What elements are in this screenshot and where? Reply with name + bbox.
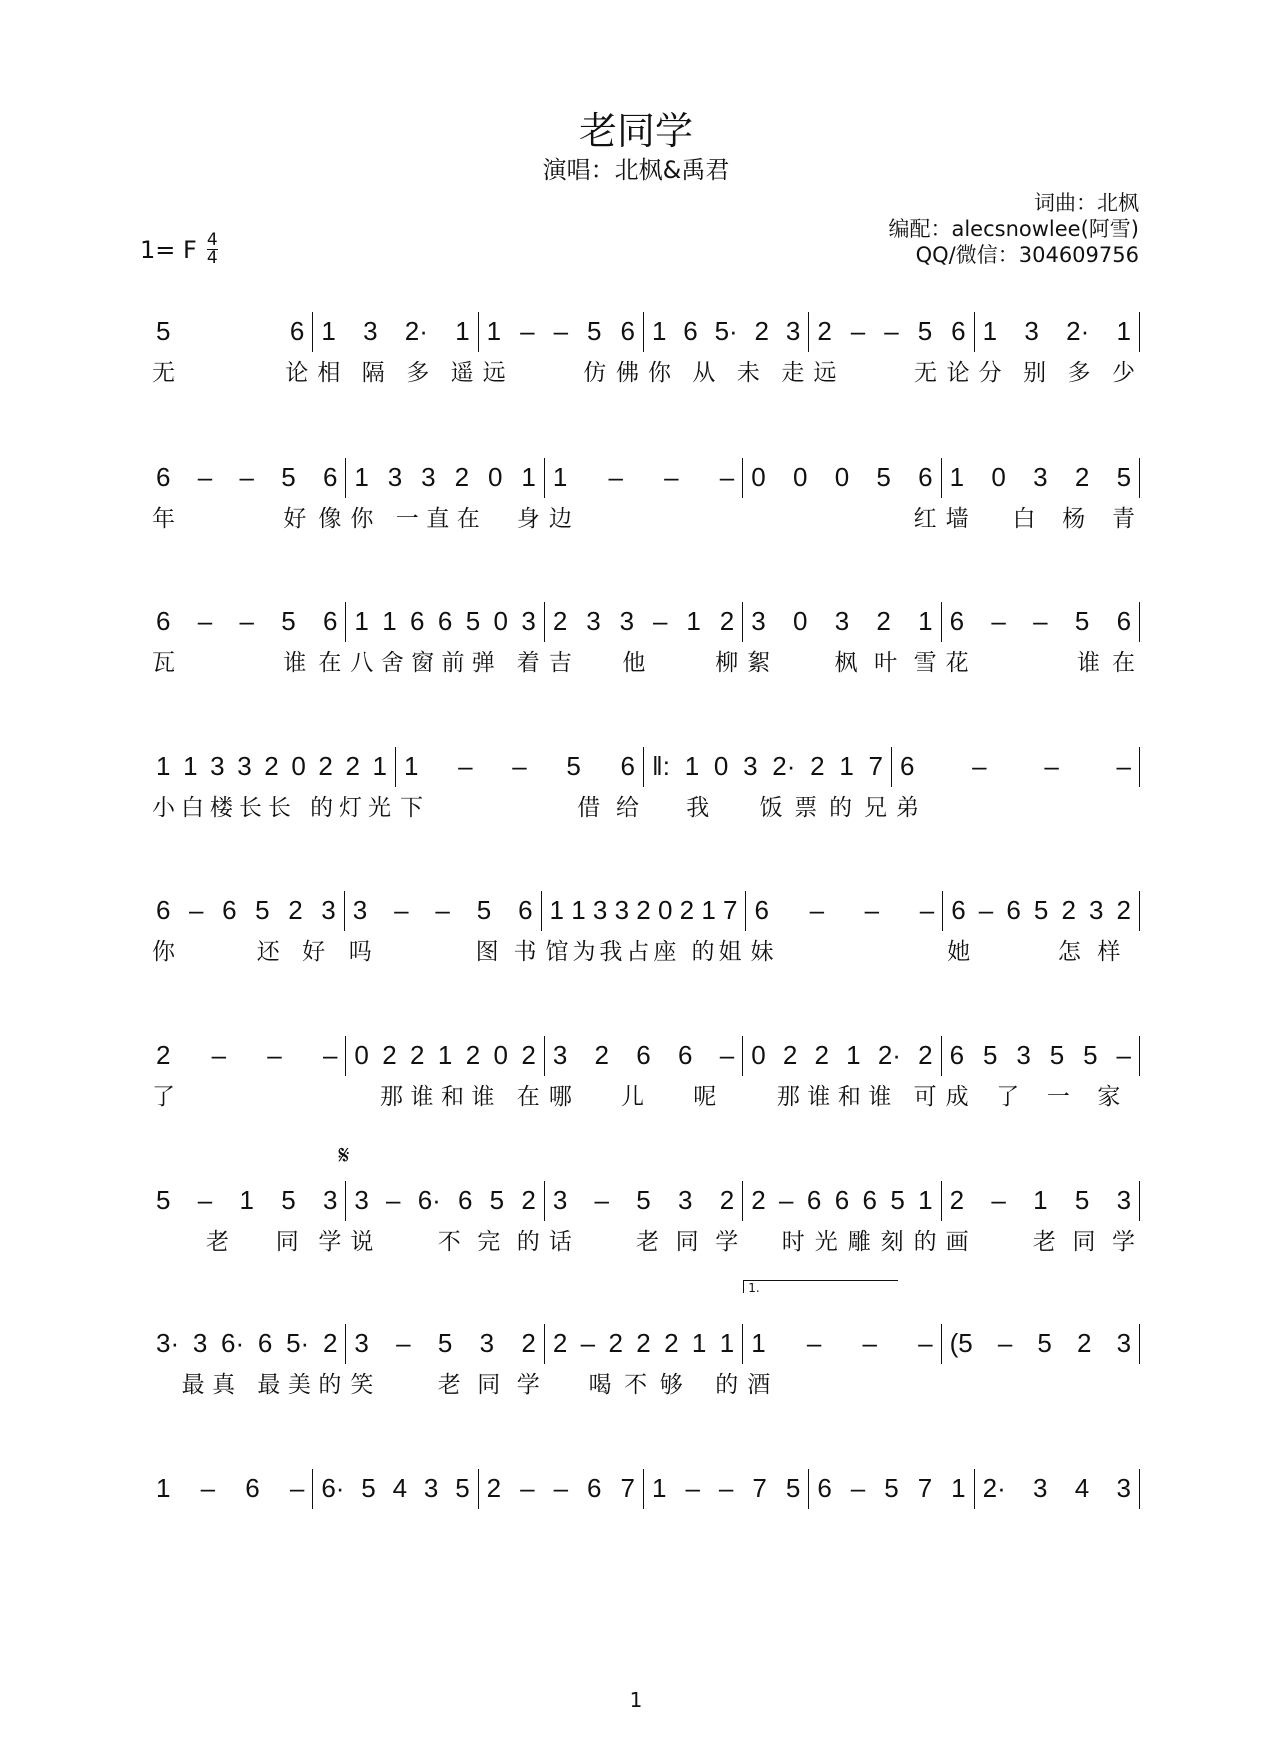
measure-notes: 3· 3 6· 6 5· 2 <box>156 1328 338 1358</box>
measure-lyrics: 无论 <box>152 360 309 386</box>
volta-bracket: 1. <box>743 1280 898 1293</box>
measure-lyrics: 妹 <box>750 939 832 965</box>
measure <box>941 1181 1140 1255</box>
time-top: 4 <box>206 230 218 250</box>
score-row <box>148 1281 1140 1398</box>
measure <box>974 1469 1140 1509</box>
measure-lyrics: 画 老同学 <box>945 1229 1136 1255</box>
measure <box>338 1141 543 1255</box>
measure <box>643 747 891 821</box>
measure-notes: 6 – 6 5 2 3 2 <box>951 895 1131 925</box>
measure <box>312 312 477 386</box>
measure <box>148 1324 345 1398</box>
measure-notes: 6 – – – <box>754 895 935 925</box>
measure-notes: 2 – 6 6 6 5 1 <box>751 1185 933 1215</box>
measure-notes: 1 1 6 6 5 0 3 <box>354 606 536 636</box>
measure-notes: 1 – 6 – <box>156 1473 305 1503</box>
measure-lyrics: 馆为我占座 的姐 <box>545 939 742 965</box>
score-row <box>148 1036 1140 1110</box>
measure <box>148 1036 345 1110</box>
measure-notes: 2 3 3 – 1 2 <box>552 606 735 636</box>
measure-notes: 1 6 5· 2 3 <box>651 316 801 346</box>
song-title: 老同学 <box>578 109 693 153</box>
measure-lyrics: 墙 白 杨 青 <box>945 506 1136 532</box>
measure <box>941 1036 1140 1110</box>
measure-lyrics: 分 别 多 少 <box>978 360 1135 386</box>
measure-lyrics: 她 怎样 <box>947 939 1135 965</box>
measure <box>643 1469 808 1509</box>
measure <box>891 747 1140 821</box>
measure <box>148 1469 312 1509</box>
score-row <box>148 312 1140 386</box>
measure-notes: 1 – – – <box>552 462 735 492</box>
measure-lyrics: 酒 <box>747 1372 829 1398</box>
measure <box>974 312 1140 386</box>
contact: QQ/微信：304609756 <box>915 243 1139 267</box>
measure-notes: 3 – 6· 6 5 2 <box>354 1185 536 1215</box>
measure-lyrics: 弟 <box>896 795 985 821</box>
measure <box>148 891 344 965</box>
measure <box>742 458 940 532</box>
measure <box>395 747 643 821</box>
measure-lyrics: 那谁和谁 可 <box>747 1084 937 1110</box>
measure-notes: 0 2 2 1 2· 2 <box>751 1040 933 1070</box>
measure-notes: 1 – – 7 5 <box>651 1473 801 1503</box>
measure <box>345 1324 543 1398</box>
measure-notes: 5 – 1 5 3 <box>156 1185 338 1215</box>
measure-lyrics: 你 一直在 身 <box>350 506 540 532</box>
measure <box>148 602 345 676</box>
measure-notes: 6 – – 5 6 <box>156 462 338 492</box>
measure-notes: 6 – 5 7 1 <box>817 1473 966 1503</box>
segno-sign: 𝄋 <box>338 1141 350 1171</box>
measure-notes: 1 0 3 2 5 <box>949 462 1132 492</box>
score-row <box>148 1141 1140 1255</box>
measure-lyrics: 花 谁在 <box>945 650 1136 676</box>
measure <box>478 312 643 386</box>
measure-notes: 1 1 3 3 2 0 2 1 7 <box>549 895 738 925</box>
measure-lyrics: 吗 图书 <box>348 939 537 965</box>
measure-notes: (5 – 5 2 3 <box>949 1328 1132 1358</box>
measure-notes: 3 – – 5 6 <box>352 895 533 925</box>
lyricist-composer: 词曲：北枫 <box>1034 191 1139 215</box>
measure-lyrics: 时光雕刻的 <box>747 1229 937 1255</box>
measure-notes: 2 – – – <box>156 1040 338 1070</box>
measure-lyrics: 笑 老同学 <box>350 1372 540 1398</box>
measure <box>941 458 1140 532</box>
measure-lyrics: 最真 最美的 <box>152 1372 342 1398</box>
measure-notes: 2 – 2 2 2 1 1 <box>552 1328 735 1358</box>
measure <box>942 891 1140 965</box>
measure-notes: 5 6 <box>156 316 305 346</box>
measure-notes: 6 – – – <box>900 751 1131 781</box>
measure-notes: 2 – – 5 6 <box>817 316 966 346</box>
measure-lyrics: 远 仿佛 <box>482 360 639 386</box>
measure <box>643 312 808 386</box>
measure-lyrics: 你 从 未 走 <box>647 360 805 386</box>
measure-lyrics: 絮 枫叶雪 <box>747 650 937 676</box>
measure-lyrics: 吉 他 柳 <box>548 650 739 676</box>
measure-notes: 6 – 6 5 2 3 <box>156 895 336 925</box>
measure-lyrics: 老 同学 <box>152 1229 342 1255</box>
measure <box>345 458 543 532</box>
measure-lyrics: 小白楼长长 的灯光 <box>152 795 391 821</box>
measure-notes: 1 3 2· 1 <box>982 316 1131 346</box>
measure-notes: 1 3 3 2 0 1 <box>354 462 536 492</box>
key-label: 1= F <box>140 235 197 264</box>
measure <box>312 1469 477 1509</box>
measure-notes: 2 – – 6 7 <box>486 1473 635 1503</box>
measure <box>544 1181 742 1255</box>
measure <box>148 1181 345 1255</box>
time-signature <box>207 232 218 267</box>
measure <box>745 891 942 965</box>
measure-lyrics: 那谁和谁 在 <box>350 1084 540 1110</box>
measure-notes: ‖: 1 0 3 2· 2 1 7 <box>652 751 883 781</box>
measure-lyrics: 边 <box>548 506 631 532</box>
measure <box>544 1324 742 1398</box>
measure <box>742 1281 940 1398</box>
measure-notes: 6 – – 5 6 <box>156 606 338 636</box>
measure <box>941 1324 1140 1364</box>
measure <box>742 1036 940 1110</box>
score-row <box>148 747 1140 821</box>
measure <box>344 891 541 965</box>
score-row <box>148 602 1140 676</box>
measure-lyrics: 你 还好 <box>152 939 340 965</box>
credits <box>888 190 1139 268</box>
arranger: 编配：alecsnowlee(阿雪) <box>888 217 1139 241</box>
score-row <box>148 891 1140 965</box>
measure-notes: 6· 5 4 3 5 <box>321 1473 470 1503</box>
measure-notes: 1 1 3 3 2 0 2 2 1 <box>156 751 387 781</box>
measure-lyrics: 相 隔 多 遥 <box>317 360 474 386</box>
measure-notes: 1 3 2· 1 <box>321 316 470 346</box>
measure <box>544 602 742 676</box>
measure <box>941 602 1140 676</box>
measure-notes: 3 2 6 6 – <box>552 1040 735 1070</box>
measure-notes: 1 – – – <box>751 1328 933 1358</box>
measure-notes: 3 – 5 3 2 <box>354 1328 536 1358</box>
measure-notes: 0 2 2 1 2 0 2 <box>354 1040 536 1070</box>
measure <box>478 1469 643 1509</box>
measure-notes: 6 – – 5 6 <box>949 606 1132 636</box>
measure <box>541 891 746 965</box>
measure-lyrics: 哪儿呢 <box>548 1084 739 1110</box>
measure <box>345 1036 543 1110</box>
measure-lyrics: 话 老同学 <box>548 1229 739 1255</box>
measure-lyrics: 了 <box>152 1084 234 1110</box>
score-row <box>148 458 1140 532</box>
measure-notes: 3 0 3 2 1 <box>751 606 933 636</box>
measure <box>742 1181 940 1255</box>
measure-lyrics: 我 饭票的兄 <box>648 795 887 821</box>
measure-lyrics: 说 不完的 <box>350 1229 540 1255</box>
measure-lyrics: 远 无论 <box>813 360 970 386</box>
measure-notes: 2 – 1 5 3 <box>949 1185 1132 1215</box>
measure-notes: 1 – – 5 6 <box>486 316 635 346</box>
measure-notes: 2· 3 4 3 <box>982 1473 1131 1503</box>
measure <box>345 602 543 676</box>
key-signature <box>140 232 218 267</box>
measure <box>808 1469 973 1509</box>
measure <box>148 458 345 532</box>
measure-lyrics: 八舍窗前弹 着 <box>350 650 540 676</box>
measure-lyrics: 喝不够 的 <box>548 1372 739 1398</box>
measure-lyrics: 瓦 谁在 <box>152 650 342 676</box>
measure-lyrics: 下 借给 <box>400 795 639 821</box>
measure <box>808 312 973 386</box>
measure-lyrics: 年 好像 <box>152 506 342 532</box>
page-number: 1 <box>629 1688 643 1712</box>
measure <box>148 747 395 821</box>
measure <box>742 602 940 676</box>
measure-notes: 6 5 3 5 5 – <box>949 1040 1132 1070</box>
measure-lyrics: 成了一家 <box>945 1084 1136 1110</box>
score-row <box>148 1469 1140 1509</box>
measure-notes: 0 0 0 5 6 <box>751 462 933 492</box>
singer-credit: 演唱：北枫&禹君 <box>542 156 730 184</box>
measure <box>544 1036 742 1110</box>
measure <box>544 458 742 532</box>
measure-notes: 1 – – 5 6 <box>404 751 635 781</box>
measure <box>148 312 312 386</box>
measure-notes: 3 – 5 3 2 <box>552 1185 735 1215</box>
time-bottom: 4 <box>206 248 218 268</box>
measure-lyrics: 红 <box>747 506 937 532</box>
